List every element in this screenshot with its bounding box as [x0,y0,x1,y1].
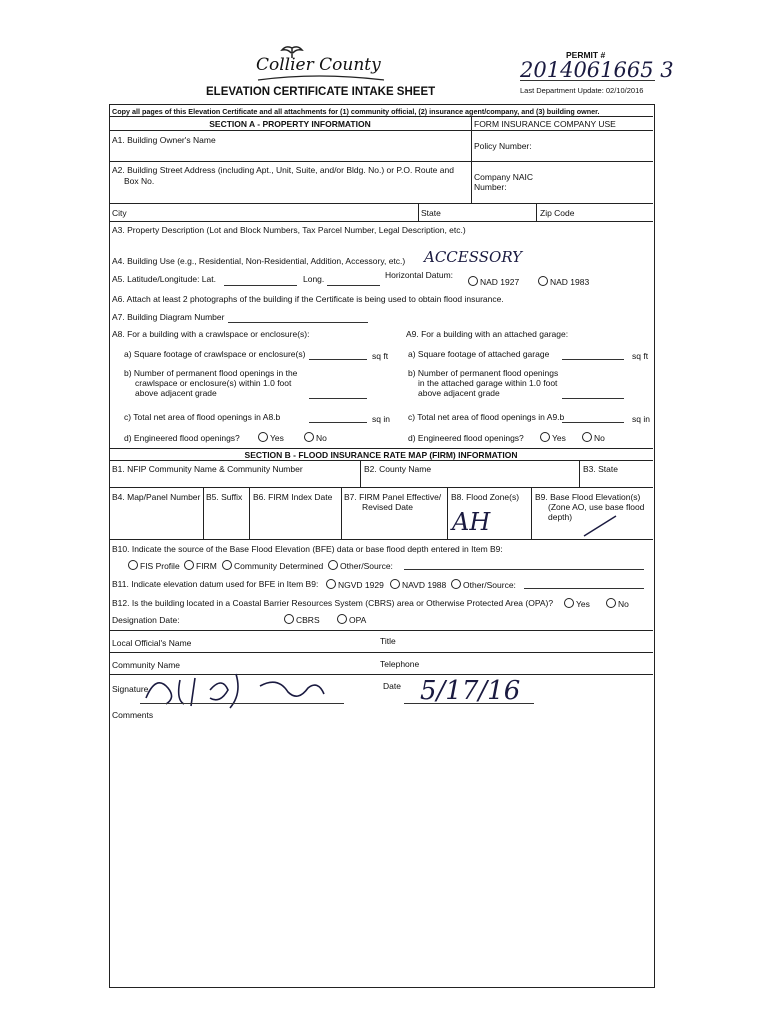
cbrs-option[interactable]: CBRS [284,614,320,625]
ngvd-1929-option[interactable]: NGVD 1929 [326,579,384,590]
a8a-sqft: a) Square footage of crawlspace or enclosure(s) [124,349,306,359]
a7-diagram-number: A7. Building Diagram Number [112,312,225,322]
a9b-openings: b) Number of permanent flood openings [408,368,559,378]
a5-longitude: Long. [303,274,325,284]
telephone: Telephone [380,659,420,669]
b5-suffix: B5. Suffix [206,492,243,502]
permit-number: 2014061665 3 [520,58,674,82]
b12-cbrs: B12. Is the building located in a Coastal Barrier Resources System (CBRS) area or Otherwise Protected Area (OPA)? [112,598,554,608]
policy-number: Policy Number: [474,141,532,151]
logo-text: Collier County [256,55,381,75]
b12-no[interactable]: No [606,598,629,609]
b8-value: AH [452,508,491,536]
b10-bfe-source: B10. Indicate the source of the Base Flood Elevation (BFE) data or base flood depth entered in Item B9: [112,544,503,554]
naic-label-cont: Number: [474,182,507,192]
b3-state: B3. State [583,464,618,474]
a3-property-description: A3. Property Description (Lot and Block Numbers, Tax Parcel Number, Legal Description, etc.) [112,225,466,235]
opa-option[interactable]: OPA [337,614,366,625]
b6-firm-index-date: B6. FIRM Index Date [253,492,333,502]
a9b-openings-3: above adjacent grade [418,388,500,398]
a9d-no[interactable]: No [582,432,605,443]
signature-scribble [140,670,330,710]
naic-label: Company NAIC [474,172,534,182]
a8-crawlspace: A8. For a building with a crawlspace or enclosure(s): [112,329,310,339]
date-value: 5/17/16 [420,676,521,706]
b8-flood-zone: B8. Flood Zone(s) [451,492,520,502]
a8d-yes[interactable]: Yes [258,432,284,443]
a9c-area: c) Total net area of flood openings in A9.b [408,412,565,422]
last-update: Last Department Update: 02/10/2016 [520,86,644,95]
signature-label: Signature [112,684,149,694]
b9-slash-mark [580,512,620,538]
other-source-option[interactable]: Other/Source: [328,560,393,571]
state-label: State [421,208,441,218]
a5-latitude: A5. Latitude/Longitude: Lat. [112,274,216,284]
fis-profile-option[interactable]: FIS Profile [128,560,180,571]
b11-datum: B11. Indicate elevation datum used for BFE in Item B9: [112,579,319,589]
a8a-unit: sq ft [372,351,389,361]
a9a-sqft: a) Square footage of attached garage [408,349,550,359]
community-name: Community Name [112,660,181,670]
official-title: Title [380,636,396,646]
a8b-openings-2: crawlspace or enclosure(s) within 1.0 foot [135,378,292,388]
a9c-unit: sq in [632,414,650,424]
form-title: ELEVATION CERTIFICATE INTAKE SHEET [206,86,436,98]
firm-option[interactable]: FIRM [184,560,217,571]
a9b-openings-2: in the attached garage within 1.0 foot [418,378,558,388]
a2-address-cont: Box No. [124,176,155,186]
copy-note: Copy all pages of this Elevation Certificate and all attachments for (1) community official, (2) insurance agent/company, and (3) building owner. [112,107,600,116]
a9d-yes[interactable]: Yes [540,432,566,443]
b7-firm-panel-date-2: Revised Date [362,502,414,512]
b4-map-panel: B4. Map/Panel Number [112,492,201,502]
b9-base-flood-elevation-2: (Zone AO, use base flood [548,502,645,512]
city-label: City [112,208,127,218]
a8c-area: c) Total net area of flood openings in A8.b [124,412,281,422]
a8c-unit: sq in [372,414,390,424]
community-determined-option[interactable]: Community Determined [222,560,323,571]
permit-label: PERMIT # [566,50,606,60]
section-b-title: SECTION B - FLOOD INSURANCE RATE MAP (FIRM) INFORMATION [244,450,518,460]
a8d-engineered: d) Engineered flood openings? [124,433,240,443]
b9-base-flood-elevation-3: depth) [548,512,573,522]
b1-community: B1. NFIP Community Name & Community Number [112,464,303,474]
insurance-use: FORM INSURANCE COMPANY USE [474,119,616,129]
local-official-name: Local Official's Name [112,638,192,648]
a9-garage: A9. For a building with an attached garage: [406,329,569,339]
a8d-no[interactable]: No [304,432,327,443]
a1-owner-name: A1. Building Owner's Name [112,135,216,145]
a8b-openings-3: above adjacent grade [135,388,217,398]
county-logo [250,44,390,84]
section-a-title: SECTION A - PROPERTY INFORMATION [209,119,371,129]
comments-label: Comments [112,710,154,720]
a2-address: A2. Building Street Address (including Apt., Unit, Suite, and/or Bldg. No.) or P.O. Route and [112,165,454,175]
navd-1988-option[interactable]: NAVD 1988 [390,579,446,590]
nad-1983-option[interactable]: NAD 1983 [538,276,589,287]
a5-datum: Horizontal Datum: [385,270,454,280]
b7-firm-panel-date: B7. FIRM Panel Effective/ [344,492,442,502]
a9a-unit: sq ft [632,351,649,361]
a4-value: ACCESSORY [424,248,523,266]
a4-building-use: A4. Building Use (e.g., Residential, Non-Residential, Addition, Accessory, etc.) [112,256,406,266]
b9-base-flood-elevation: B9. Base Flood Elevation(s) [535,492,641,502]
designation-date: Designation Date: [112,615,180,625]
a6-photographs: A6. Attach at least 2 photographs of the building if the Certificate is being used to obtain flood insurance. [112,294,504,304]
zip-label: Zip Code [540,208,575,218]
other-datum-option[interactable]: Other/Source: [451,579,516,590]
nad-1927-option[interactable]: NAD 1927 [468,276,519,287]
b2-county: B2. County Name [364,464,432,474]
b12-yes[interactable]: Yes [564,598,590,609]
a8b-openings: b) Number of permanent flood openings in the [124,368,298,378]
a9d-engineered: d) Engineered flood openings? [408,433,524,443]
date-label: Date [383,681,401,691]
